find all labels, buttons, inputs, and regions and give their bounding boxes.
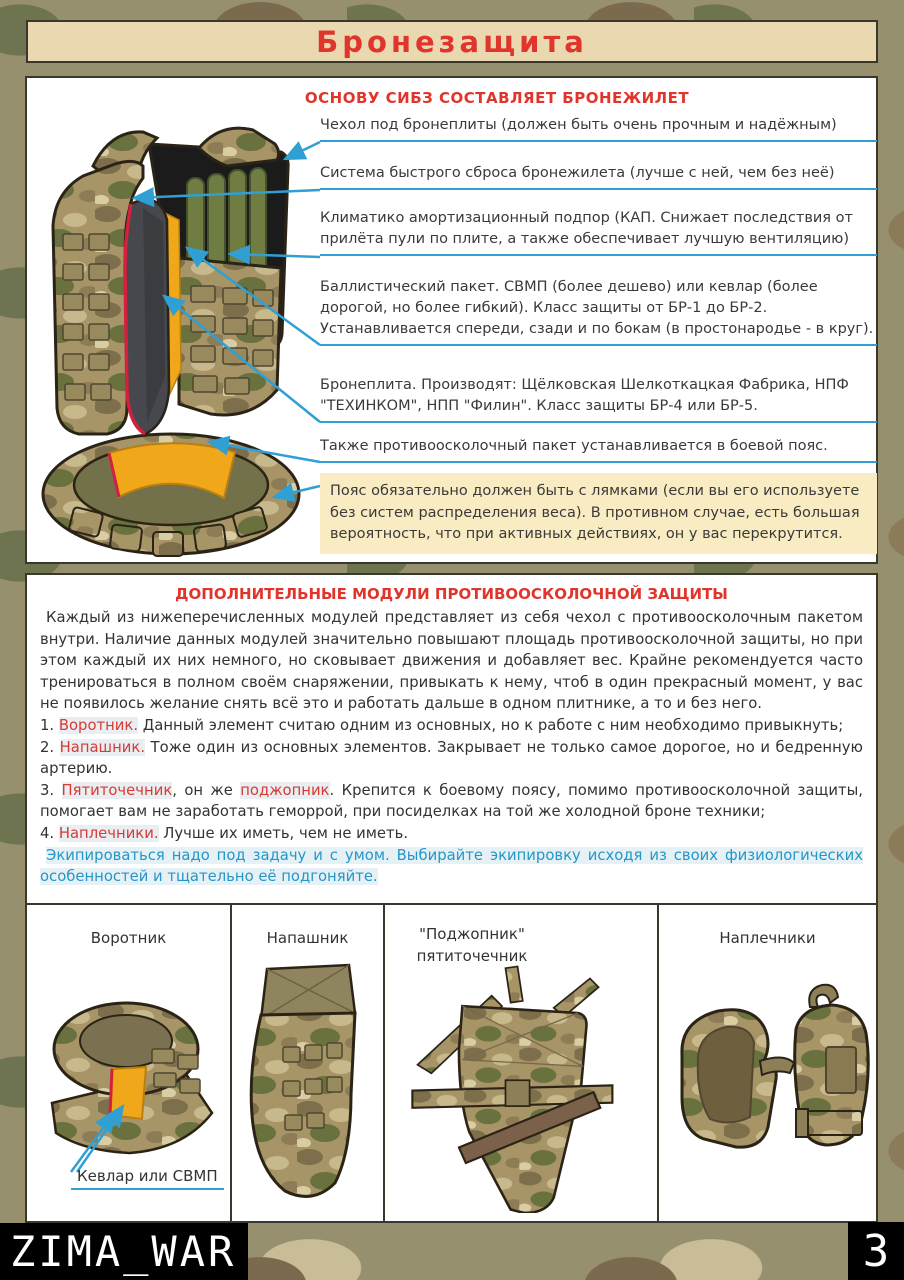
- item-text: . Крепится к боевому поясу, помимо противоосколочной защиты, помогает вам не заработать геморрой, при посиделках на той же холодной броне техники;: [40, 781, 863, 821]
- gallery-collar: [27, 905, 232, 1221]
- item-text: Тоже один из основных элементов. Закрывает не только самое дорогое, но и бедренную артерию.: [40, 738, 863, 778]
- gallery-label-groin: Напашник: [266, 929, 349, 947]
- groin-pad-illustration: [233, 955, 383, 1205]
- advice-text: Экипироваться надо под задачу и с умом. Выбирайте экипировку исходя из своих физиологических особенностей и тщательно её подгоняйте.: [40, 846, 863, 886]
- title-bar: [26, 20, 878, 63]
- callout-belt-pack: Также противоосколочный пакет устанавливается в боевой пояс.: [320, 436, 877, 463]
- item-number: 3.: [40, 781, 55, 799]
- section2-header: ДОПОЛНИТЕЛЬНЫЕ МОДУЛИ ПРОТИВООСКОЛОЧНОЙ ЗАЩИТЫ: [175, 585, 728, 603]
- section1-header: ОСНОВУ СИБЗ СОСТАВЛЯЕТ БРОНЕЖИЛЕТ: [304, 89, 690, 107]
- vest-illustration: [31, 108, 309, 560]
- gallery-groin: [232, 905, 385, 1221]
- gallery-label-collar: Воротник: [90, 929, 167, 947]
- battle-belt-illustration: [43, 434, 299, 556]
- item-text: Лучше их иметь, чем не иметь.: [158, 824, 409, 842]
- advice-line: [40, 845, 863, 888]
- callout-ballistic-pack: Баллистический пакет. СВМП (более дешево) или кевлар (более дорогой, но более гибкий). Класс защиты от БР-1 до БР-2. Устанавливается спереди, сзади и по бокам (в простонародье - в круг).: [320, 277, 877, 346]
- kevlar-note: Кевлар или СВМП: [71, 1167, 224, 1190]
- seat-pad-illustration: [391, 963, 651, 1213]
- item-number: 4.: [40, 824, 55, 842]
- list-item-seat: [40, 780, 863, 823]
- item-term: Наплечники.: [58, 824, 159, 842]
- collar-illustration: [34, 953, 224, 1168]
- watermark-text: ZIMA_WAR: [10, 1227, 237, 1276]
- section2-intro: Каждый из нижеперечисленных модулей представляет из себя чехол с противоосколочным пакетом внутри. Наличие данных модулей значительно повышают площадь противоосколочной защиты, но при этом каждый их них немного, но сковывает движения и добавляет вес. Крайне рекомендуется часто тренироваться в полном своём снаряжении, привыкать к нему, чтоб в один прекрасный момент, у вас не появилось желание снять всё это и работать дальше в одном плитнике, а то и без него.: [40, 609, 863, 713]
- callout-kap: Климатико амортизационный подпор (КАП. Снижает последствия от прилёта пули по плите, а также обеспечивает лучшую вентиляцию): [320, 208, 877, 256]
- list-item-groin: [40, 737, 863, 780]
- item-text: Данный элемент считаю одним из основных, но к работе с ним необходимо привыкнуть;: [138, 716, 844, 734]
- belt-warning-note: Пояс обязательно должен быть с лямками (если вы его используете без систем распределения веса). В противном случае, есть большая вероятность, что при активных действиях, он у вас перекрутится.: [320, 473, 877, 554]
- modules-section-panel: [25, 573, 878, 908]
- item-term2: поджопник: [240, 781, 330, 799]
- page-title: Бронезащита: [316, 24, 588, 59]
- plate-carrier-illustration: [53, 128, 288, 434]
- watermark-bar: [0, 1223, 248, 1280]
- list-item-collar: [40, 715, 863, 737]
- callout-armor-plate: Бронеплита. Производят: Щёлковская Шелкоткацкая Фабрика, НПФ "ТЕХИНКОМ", НПП "Филин". Класс защиты БР-4 или БР-5.: [320, 375, 877, 423]
- list-item-shoulder: [40, 823, 863, 845]
- shoulder-pads-illustration: [660, 977, 875, 1182]
- gallery-shoulder: [659, 905, 876, 1221]
- gallery-panel: [25, 903, 878, 1223]
- item-term: Пятиточечник: [61, 781, 173, 799]
- item-term: Воротник.: [58, 716, 139, 734]
- item-mid: , он же: [172, 781, 241, 799]
- page-number-badge: [848, 1222, 904, 1280]
- page-number: 3: [862, 1225, 890, 1277]
- item-number: 1.: [40, 716, 55, 734]
- gallery-seat: [385, 905, 659, 1221]
- callout-cover: Чехол под бронеплиты (должен быть очень прочным и надёжным): [320, 115, 877, 142]
- gallery-label-seat: "Поджопник" пятиточечник: [416, 925, 528, 965]
- item-term: Напашник.: [59, 738, 146, 756]
- callout-quick-release: Система быстрого сброса бронежилета (лучше с ней, чем без неё): [320, 163, 877, 190]
- gallery-label-shoulder: Наплечники: [719, 929, 816, 947]
- vest-section-panel: [25, 76, 878, 564]
- item-number: 2.: [40, 738, 55, 756]
